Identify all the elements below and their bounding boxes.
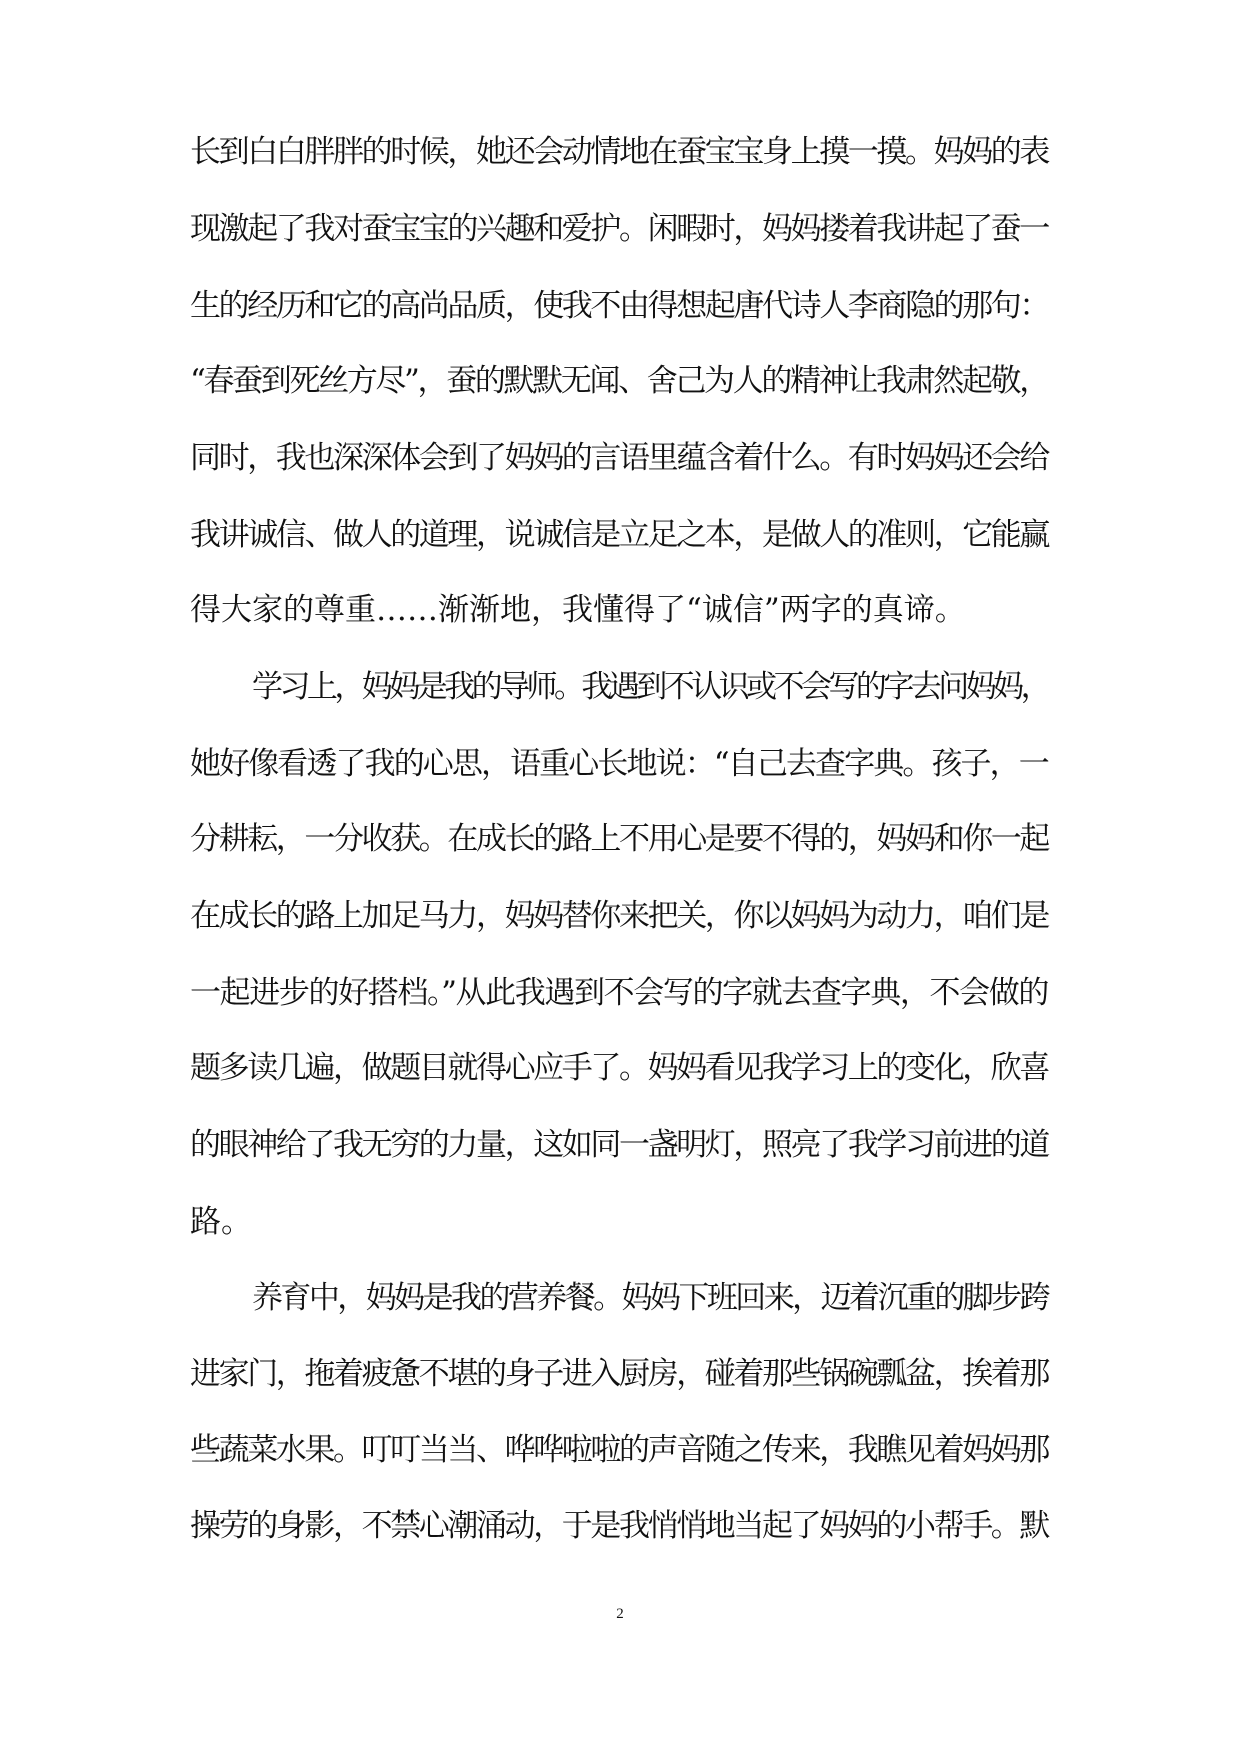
text-line: 学习上，妈妈是我的导师。我遇到不认识或不会写的字去问妈妈， <box>252 669 1049 705</box>
text-line: 现激起了我对蚕宝宝的兴趣和爱护。闲暇时，妈妈搂着我讲起了蚕一 <box>190 211 1048 247</box>
text-line: 些蔬菜水果。叮叮当当、哗哗啦啦的声音随之传来，我瞧见着妈妈那 <box>190 1432 1048 1468</box>
text-line: 得大家的尊重……渐渐地，我懂得了“诚信”两字的真谛。 <box>190 592 966 628</box>
text-line: 操劳的身影，不禁心潮涌动，于是我悄悄地当起了妈妈的小帮手。默 <box>190 1508 1048 1544</box>
text-line: 我讲诚信、做人的道理，说诚信是立足之本，是做人的准则，它能赢 <box>190 517 1048 553</box>
text-line: “春蚕到死丝方尽”，蚕的默默无闻、舍己为人的精神让我肃然起敬， <box>190 363 1048 399</box>
text-line: 题多读几遍，做题目就得心应手了。妈妈看见我学习上的变化，欣喜 <box>190 1050 1048 1086</box>
text-line: 路。 <box>190 1204 252 1240</box>
text-line: 同时，我也深深体会到了妈妈的言语里蕴含着什么。有时妈妈还会给 <box>190 440 1048 476</box>
text-line: 生的经历和它的高尚品质，使我不由得想起唐代诗人李商隐的那句： <box>190 288 1048 324</box>
text-line: 在成长的路上加足马力，妈妈替你来把关，你以妈妈为动力，咱们是 <box>190 898 1048 934</box>
page-number: 2 <box>616 1606 624 1622</box>
text-line: 长到白白胖胖的时候，她还会动情地在蚕宝宝身上摸一摸。妈妈的表 <box>190 134 1048 170</box>
text-line: 进家门，拖着疲惫不堪的身子进入厨房，碰着那些锅碗瓢盆，挨着那 <box>190 1356 1048 1392</box>
text-line: 分耕耘，一分收获。在成长的路上不用心是要不得的，妈妈和你一起 <box>190 821 1048 857</box>
text-line: 养育中，妈妈是我的营养餐。妈妈下班回来，迈着沉重的脚步跨 <box>252 1280 1049 1316</box>
text-line: 她好像看透了我的心思，语重心长地说：“自己去查字典。孩子，一 <box>190 746 1048 782</box>
text-line: 的眼神给了我无穷的力量，这如同一盏明灯，照亮了我学习前进的道 <box>190 1127 1048 1163</box>
text-line: 一起进步的好搭档。”从此我遇到不会写的字就去查字典，不会做的 <box>190 975 1048 1011</box>
